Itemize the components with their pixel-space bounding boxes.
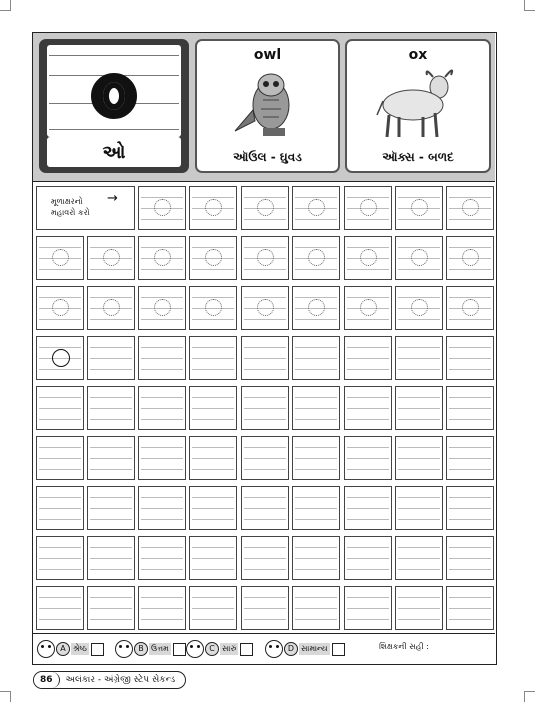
tracing-cell[interactable] [189, 186, 237, 230]
ox-illustration [375, 65, 465, 140]
grade-checkbox[interactable] [332, 643, 345, 656]
smiley-face-icon [115, 640, 133, 658]
grade-option [186, 639, 253, 659]
grade-label: શ્રેષ્ઠ [73, 644, 87, 653]
grade-letter: A [56, 642, 70, 656]
tracing-cell[interactable] [344, 286, 392, 330]
tracing-cell[interactable] [292, 486, 340, 530]
tracing-cell[interactable] [344, 336, 392, 380]
tracing-cell[interactable] [87, 486, 135, 530]
dotted-letter-o [103, 299, 120, 316]
tracing-cell[interactable] [36, 336, 84, 380]
tracing-cell[interactable] [344, 386, 392, 430]
tracing-cell[interactable] [395, 586, 443, 630]
tracing-cell[interactable] [138, 236, 186, 280]
dotted-letter-o [257, 199, 274, 216]
tracing-cell[interactable] [36, 586, 84, 630]
tracing-cell[interactable] [36, 236, 84, 280]
crop-mark [524, 0, 535, 11]
smiley-face-icon [265, 640, 283, 658]
smiley-face-icon [37, 640, 55, 658]
tracing-cell[interactable] [344, 436, 392, 480]
tracing-cell[interactable] [87, 436, 135, 480]
tracing-cell[interactable] [241, 536, 289, 580]
tracing-cell[interactable] [395, 436, 443, 480]
dotted-letter-o [52, 249, 69, 266]
tracing-cell[interactable] [189, 236, 237, 280]
ox-title: ox [408, 47, 428, 63]
letter-o-glyph [91, 73, 137, 119]
tracing-cell[interactable] [241, 236, 289, 280]
book-title: અલંકાર - અંગ્રેજી સ્ટેપ સેકન્ડ [65, 675, 176, 685]
dotted-letter-o [257, 249, 274, 266]
sample-letter-o [52, 349, 70, 367]
tracing-cell[interactable] [87, 536, 135, 580]
tracing-cell[interactable] [292, 386, 340, 430]
tracing-cell[interactable] [395, 236, 443, 280]
tracing-cell[interactable] [292, 436, 340, 480]
instruction-line-2: મહાવરો કરો [51, 208, 90, 217]
dotted-letter-o [205, 199, 222, 216]
tracing-cell[interactable] [87, 286, 135, 330]
tracing-cell[interactable] [344, 536, 392, 580]
teacher-signature-label: શિક્ષકની સહી : [379, 642, 429, 651]
owl-illustration [233, 65, 303, 140]
tracing-cell[interactable] [87, 336, 135, 380]
tracing-cell[interactable] [395, 186, 443, 230]
worksheet-header [33, 33, 495, 182]
tracing-cell[interactable] [292, 236, 340, 280]
grade-option [37, 639, 104, 659]
tracing-cell[interactable] [292, 336, 340, 380]
ox-label: ઑક્સ - બળદ [382, 150, 454, 164]
tracing-cell[interactable] [292, 186, 340, 230]
tracing-cell[interactable] [446, 186, 494, 230]
instruction-box [36, 186, 135, 230]
grade-option [115, 639, 186, 659]
tracing-cell[interactable] [189, 336, 237, 380]
dotted-letter-o [154, 249, 171, 266]
tracing-cell[interactable] [87, 386, 135, 430]
tracing-cell[interactable] [446, 486, 494, 530]
grade-checkbox[interactable] [240, 643, 253, 656]
worksheet-frame [32, 32, 497, 665]
dotted-letter-o [103, 249, 120, 266]
owl-label: ઑઉલ - ઘુવડ [233, 150, 302, 164]
dotted-letter-o [205, 249, 222, 266]
tracing-cell[interactable] [241, 286, 289, 330]
page-number: 86 [34, 672, 60, 688]
letter-label: ઓ [47, 137, 181, 167]
tracing-cell[interactable] [241, 436, 289, 480]
grading-footer [33, 633, 495, 662]
instruction-line-1: મૂળાક્ષરનો [51, 197, 83, 206]
tracing-cell[interactable] [446, 286, 494, 330]
tracing-cell[interactable] [189, 486, 237, 530]
tracing-cell[interactable] [446, 586, 494, 630]
tracing-cell[interactable] [344, 236, 392, 280]
dotted-letter-o [154, 199, 171, 216]
grade-letter: C [205, 642, 219, 656]
grade-letter: B [134, 642, 148, 656]
dotted-letter-o [462, 249, 479, 266]
dotted-letter-o [52, 299, 69, 316]
owl-title: owl [253, 47, 282, 63]
tracing-cell[interactable] [189, 536, 237, 580]
tracing-cell[interactable] [36, 286, 84, 330]
tracing-cell[interactable] [292, 286, 340, 330]
tracing-cell[interactable] [189, 286, 237, 330]
writing-lines [47, 45, 181, 137]
dotted-letter-o [308, 249, 325, 266]
dotted-letter-o [154, 299, 171, 316]
grade-label: સામાન્ય [301, 644, 328, 653]
tracing-cell[interactable] [395, 286, 443, 330]
tracing-cell[interactable] [395, 536, 443, 580]
ox-card [345, 39, 491, 173]
tracing-cell[interactable] [138, 436, 186, 480]
grade-label: ઉત્તમ [151, 644, 169, 653]
tracing-cell[interactable] [36, 436, 84, 480]
tracing-cell[interactable] [138, 586, 186, 630]
grade-checkbox[interactable] [173, 643, 186, 656]
tracing-cell[interactable] [344, 186, 392, 230]
crop-mark [0, 0, 11, 11]
tracing-cell[interactable] [138, 486, 186, 530]
tracing-cell[interactable] [446, 336, 494, 380]
tracing-cell[interactable] [292, 586, 340, 630]
tracing-cell[interactable] [344, 586, 392, 630]
tracing-cell[interactable] [138, 336, 186, 380]
tracing-cell[interactable] [446, 236, 494, 280]
tracing-cell[interactable] [138, 536, 186, 580]
tracing-cell[interactable] [241, 186, 289, 230]
dotted-letter-o [257, 299, 274, 316]
tracing-cell[interactable] [138, 286, 186, 330]
tracing-cell[interactable] [292, 536, 340, 580]
tracing-cell[interactable] [241, 586, 289, 630]
smiley-face-icon [186, 640, 204, 658]
tracing-cell[interactable] [241, 386, 289, 430]
dotted-letter-o [411, 199, 428, 216]
tracing-cell[interactable] [36, 536, 84, 580]
dotted-letter-o [462, 299, 479, 316]
dotted-letter-o [360, 199, 377, 216]
crop-mark [524, 691, 535, 702]
tracing-cell[interactable] [189, 386, 237, 430]
tracing-cell[interactable] [87, 236, 135, 280]
grade-checkbox[interactable] [91, 643, 104, 656]
grade-letter: D [284, 642, 298, 656]
dotted-letter-o [411, 299, 428, 316]
tracing-cell[interactable] [344, 486, 392, 530]
dotted-letter-o [411, 249, 428, 266]
tracing-cell[interactable] [241, 486, 289, 530]
dotted-letter-o [462, 199, 479, 216]
owl-card [195, 39, 340, 173]
tracing-cell[interactable] [395, 336, 443, 380]
tracing-cell[interactable] [446, 436, 494, 480]
tracing-cell[interactable] [446, 536, 494, 580]
tracing-cell[interactable] [87, 586, 135, 630]
dotted-letter-o [308, 199, 325, 216]
dotted-letter-o [360, 249, 377, 266]
letter-card [39, 39, 189, 173]
dotted-letter-o [205, 299, 222, 316]
tracing-cell[interactable] [36, 486, 84, 530]
tracing-cell[interactable] [138, 186, 186, 230]
crop-mark [0, 691, 11, 702]
tracing-cell[interactable] [241, 336, 289, 380]
arrow-right-icon: → [107, 191, 118, 206]
tracing-cell[interactable] [138, 386, 186, 430]
grade-option [265, 639, 345, 659]
tracing-cell[interactable] [446, 386, 494, 430]
tracing-cell[interactable] [36, 386, 84, 430]
tracing-cell[interactable] [189, 586, 237, 630]
page-footer-bar [33, 671, 186, 689]
tracing-cell[interactable] [189, 436, 237, 480]
tracing-cell[interactable] [395, 386, 443, 430]
tracing-cell[interactable] [395, 486, 443, 530]
grade-label: સારું [222, 644, 237, 653]
dotted-letter-o [360, 299, 377, 316]
dotted-letter-o [308, 299, 325, 316]
